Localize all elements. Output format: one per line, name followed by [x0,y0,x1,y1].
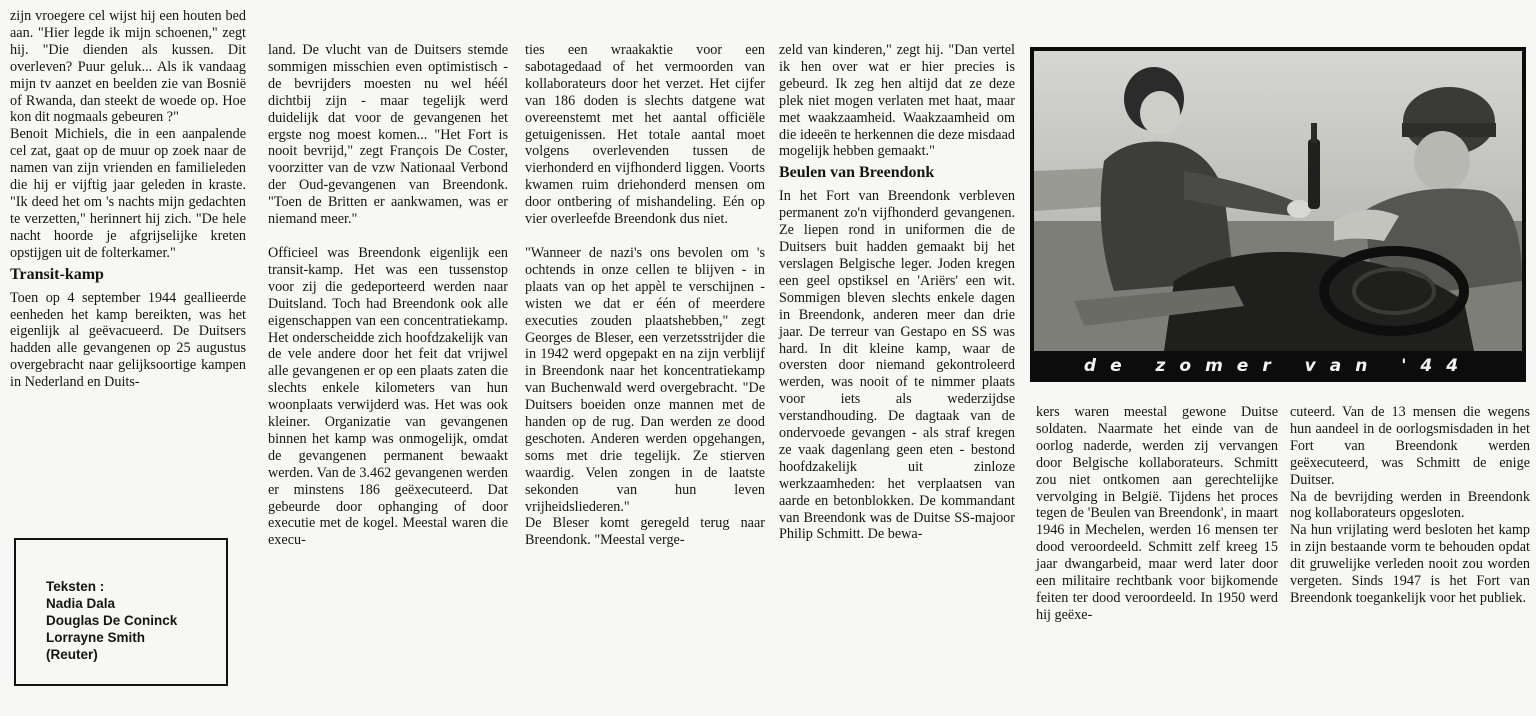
section-heading: Beulen van Breendonk [779,164,935,182]
article-column-4 [779,42,1015,543]
section-heading: Transit-kamp [10,265,104,283]
article-column-5 [1036,404,1278,624]
article-paragraph: Officieel was Breendonk eigenlijk een transit-kamp. Het was een tussenstop voor zij die gedeporteerd werden naar Duitsland. Toch had Breendonk ook alle eigenschappen van een concentratiekamp. Het onderscheidde zich hoofdzakelijk van de vele andere door het feit dat vrijwel alle gevangenen er op een plaats zaten die slechts enkele kilometers van hun woonplaats verwijderd was. Het was ook kleiner. Organizatie van gevangenen binnen het kamp was onmogelijk, omdat de gevangenen permanent bewaakt werden. Van de 3.462 gevangenen werden er minstens 186 geëxecuteerd. Dat gebeurde door ophanging of door executie met de kogel. Meestal waren die execu- [268,244,508,549]
credits-heading: Teksten : [46,579,105,594]
paragraph-gap [268,228,508,245]
credits-name: Douglas De Coninck [46,613,178,628]
article-paragraph: cuteerd. Van de 13 mensen die wegens hun aandeel in de oorlogsmisdaden in het Fort van Breendonk werden geëxecuteerd, was Schmitt de enige Duitser. [1290,404,1530,488]
article-paragraph: zeld van kinderen," zegt hij. "Dan vertel ik hen over wat er hier precies is gebeurd. Ik zeg hen altijd dat ze deze plek niet mogen verlaten met haat, maar met waakzaamheid. Waakzaamheid om die ideeën te herkennen die deze misdaad mogelijk hebben gemaakt." [779,42,1015,160]
article-paragraph: land. De vlucht van de Duitsers stemde sommigen misschien even optimistisch - de bevrijders moesten nu wel héél dichtbij zijn - maar tegelijk werd duidelijk dat voor de gevangenen het ergste nog moest komen... "Het Fort is nooit bevrijd," zegt François De Coster, voorzitter van de vzw Nationaal Verbond der Oud-gevangenen van Breendonk. "Toen de Britten er aankwamen, was er niemand meer." [268,42,508,228]
news-photo [1030,47,1526,382]
article-paragraph: Na de bevrijding werden in Breendonk nog kollaborateurs opgesloten. [1290,488,1530,522]
photo-image [1034,51,1522,351]
photo-caption: de zomer van '44 [1083,356,1473,376]
article-column-2 [268,42,508,549]
article-paragraph: kers waren meestal gewone Duitse soldaten. Naarmate het einde van de oorlog naderde, werden zij vervangen door Belgische kollaborateurs. Schmitt zou niet ontkomen aan gerechtelijke vervolging in België. Tijdens het proces tegen de 'Beulen van Breendonk', in maart 1946 in Mechelen, werden 16 mensen ter dood veroordeeld. Schmitt zelf kreeg 15 jaar dwangarbeid, maar werd later door een militaire rechtbank voor bijkomende feiten ter dood veroordeeld. In 1950 werd hij geëxe- [1036,404,1278,623]
paragraph-gap [525,228,765,245]
article-paragraph: "Wanneer de nazi's ons bevolen om 's ochtends in onze cellen te blijven - in plaats van op het appèl te verschijnen - wisten we dat er één of meerdere executies zouden plaatshebben," zegt Georges de Bleser, een verzetsstrijder die in 1942 werd opgepakt en na zijn verblijf in Breendonk naar het koncentratiekamp van Buchenwald werd overgebracht. "De Duitsers boeiden onze mannen met de handen op de rug. Dan werden ze dood geschoten. Anderen werden opgehangen, soms met drie tegelijk. Ze stierven waardig. Velen zongen in de laatste sekonden van hun leven vrijheidsliederen." [525,244,765,515]
credits-box [14,538,228,686]
article-paragraph: zijn vroegere cel wijst hij een houten bed aan. "Hier legde ik mijn schoenen," zegt hij. "Die dienden als kussen. Dit overleven? Puur geluk... Als ik vandaag mijn tv aanzet en beelden zie van Bosnië of Rwanda, dan steekt de woede op. Hoe kon dit nogmaals gebeuren ?" [10,8,246,126]
article-paragraph: Benoit Michiels, die in een aanpalende cel zat, gaat op de muur op zoek naar de namen van zijn vrienden en familieleden die hij er vijftig jaar geleden in kraste. "Ik deed het om 's nachts mijn gedachten te verzetten," herinnert hij zich. "De hele nacht hoorde je afgrijselijke kreten opstijgen uit de folterkamer." [10,126,246,261]
article-column-3 [525,42,765,549]
credits-name: Lorrayne Smith [46,630,146,645]
article-column-6 [1290,404,1530,607]
article-paragraph: ties een wraakaktie voor een sabotagedaad of het vermoorden van kollaborateurs door het verzet. Het cijfer van 186 doden is slechts datgene wat overeenstemt met het aantal officiële getuigenissen. Het totale aantal moet volgens overlevenden tussen de vierhonderd en vijfhonderd liggen. Voorts kwamen ruim driehonderd mensen om door ontbering of mishandeling. Eén op vier overleefde Breendonk dus niet. [525,42,765,228]
credits-name: (Reuter) [46,647,98,662]
credits-name: Nadia Dala [46,596,116,611]
article-paragraph: De Bleser komt geregeld terug naar Breendonk. "Meestal verge- [525,515,765,549]
article-paragraph: Toen op 4 september 1944 geallieerde eenheden het kamp bereikten, was het eigenlijk al geëvacueerd. De Duitsers hadden alle gevangenen op 25 augustus overgebracht naar gelijksoortige kampen in Nederland en Duits- [10,289,246,391]
article-paragraph: Na hun vrijlating werd besloten het kamp in zijn bestaande vorm te behouden opdat dit gruwelijke verleden nooit zou worden vergeten. Sinds 1947 is het Fort van Breendonk toegankelijk voor het publiek. [1290,522,1530,606]
article-paragraph: In het Fort van Breendonk verbleven permanent zo'n vijfhonderd gevangenen. Ze liepen rond in uniformen die de Duitsers buit hadden gemaakt bij het verslagen Belgische leger. Joden kregen een geel opstiksel en 'Ariërs' een wit. Sommigen bleven slechts enkele dagen in Breendonk, anderen meer dan drie jaar. De terreur van Gestapo en SS was hard. In dit kleine kamp, waar de oversten door niemand gekontroleerd werden, was nooit of te nimmer plaats voor iets als wederzijdse verstandhouding. De dagtaak van de ondervoede gevangen - als straf kregen ze vaak dagenlang geen eten - bestond hoofdzakelijk uit zinloze werkzaamheden: het verplaatsen van aarde en betonblokken. De kommandant van Breendonk was de Duitse SS-majoor Philip Schmitt. De bewa- [779,188,1015,543]
article-column-1 [10,8,246,391]
